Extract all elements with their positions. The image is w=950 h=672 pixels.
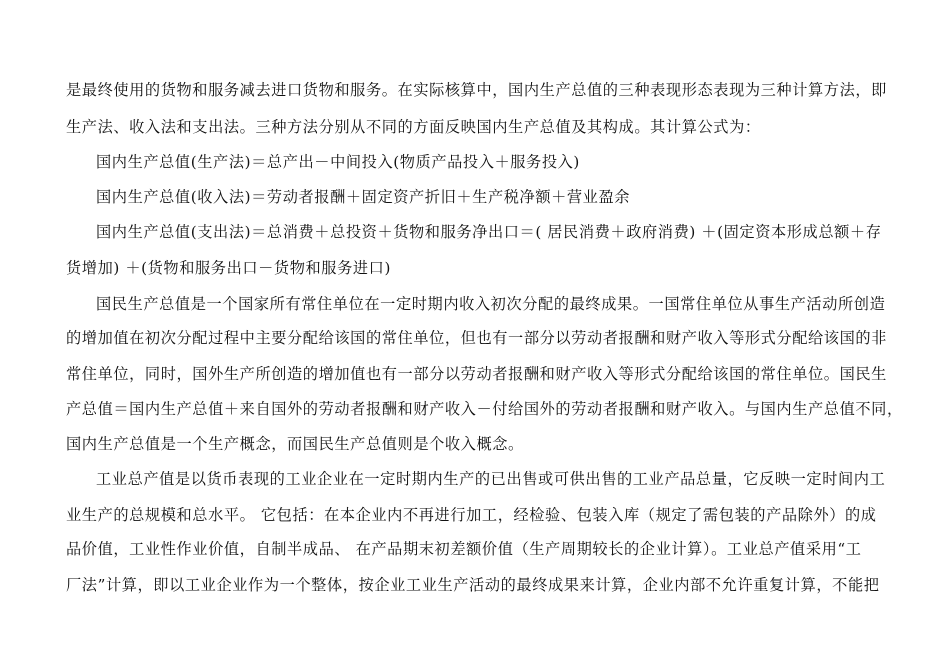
paragraph-industrial-output-line-4: 厂法”计算，即以工业企业作为一个整体，按企业工业生产活动的最终成果来计算，企业内部不允许重复计算，不能把 xyxy=(66,576,880,594)
paragraph-industrial-output-line-2: 业生产的总规模和总水平。 它包括：在本企业内不再进行加工，经检验、包装入库（规定了需包装的产品除外）的成 xyxy=(66,506,877,524)
paragraph-gnp-line-3: 常住单位，同时，国外生产所创造的增加值也有一部分以劳动者报酬和财产收入等形式分配给该国的常住单位。国民生 xyxy=(66,365,887,383)
formula-expenditure-method-continued: 货增加) ＋(货物和服务出口－货物和服务进口) xyxy=(66,259,391,277)
text-line-1: 是最终使用的货物和服务减去进口货物和服务。在实际核算中，国内生产总值的三种表现形态表现为三种计算方法，即 xyxy=(66,81,887,99)
paragraph-industrial-output-line-3: 品价值，工业性作业价值，自制半成品、 在产品期末初差额价值（生产周期较长的企业计算）。工业总产值采用“工 xyxy=(66,540,862,558)
formula-production-method: 国内生产总值(生产法)＝总产出－中间投入(物质产品投入＋服务投入) xyxy=(96,153,580,171)
formula-expenditure-method: 国内生产总值(支出法)＝总消费＋总投资＋货物和服务净出口＝( 居民消费＋政府消费) ＋(固定资本形成总额＋存 xyxy=(96,223,882,241)
paragraph-gnp-line-5: 国内生产总值是一个生产概念，而国民生产总值则是个收入概念。 xyxy=(66,435,524,453)
paragraph-industrial-output-line-1: 工业总产值是以货币表现的工业企业在一定时期内生产的已出售或可供出售的工业产品总量，它反映一定时间内工 xyxy=(96,470,886,488)
paragraph-gnp-line-2: 的增加值在初次分配过程中主要分配给该国的常住单位，但也有一部分以劳动者报酬和财产收入等形式分配给该国的非 xyxy=(66,329,887,347)
text-line-2: 生产法、收入法和支出法。三种方法分别从不同的方面反映国内生产总值及其构成。其计算公式为： xyxy=(66,118,761,136)
formula-income-method: 国内生产总值(收入法)＝劳动者报酬＋固定资产折旧＋生产税净额＋营业盈余 xyxy=(96,188,631,206)
paragraph-gnp-line-4: 产总值＝国内生产总值＋来自国外的劳动者报酬和财产收入－付给国外的劳动者报酬和财产收入。与国内生产总值不同， xyxy=(66,400,903,418)
paragraph-gnp-line-1: 国民生产总值是一个国家所有常住单位在一定时期内收入初次分配的最终成果。一国常住单位从事生产活动所创造 xyxy=(96,295,886,313)
